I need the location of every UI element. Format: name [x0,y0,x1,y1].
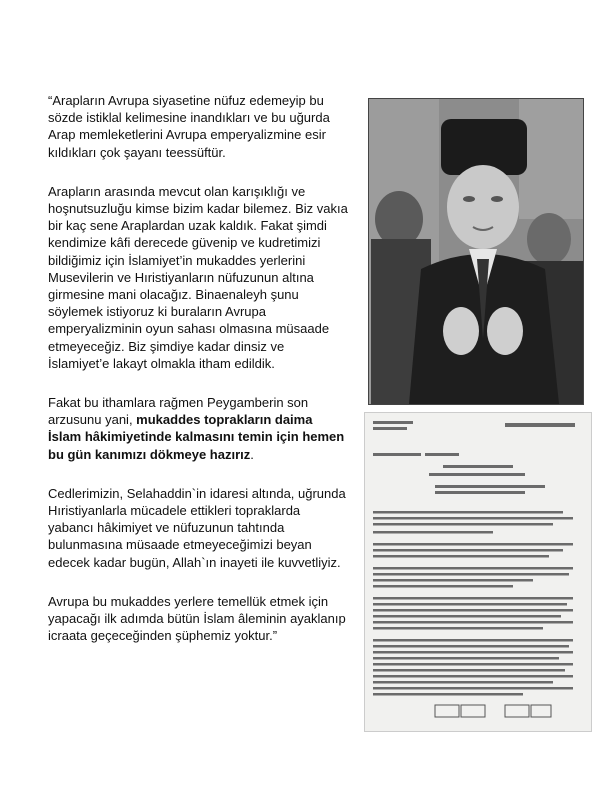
quote-paragraph-3-plain: Fakat bu ithamlara rağmen Peygamberin son arzusunu yani, [48,395,309,428]
historical-photo [368,98,584,405]
quote-paragraph-4: Cedlerimizin, Selahaddin`in idaresi altında, uğrunda Hıristiyanlarla mücadele ettikleri topraklarda yabancı hâkimiyet ve nüfuzunun tahtında bulunmasına müsaade etmeyeceğimizi beyan edecek kadar bugün, Allah`ın inayeti ile kuvvetliyiz. [48,485,346,570]
quote-paragraph-2: Arapların arasında mevcut olan karışıklığı ve hoşnutsuzluğu kimse bizim kadar bilemez. Biz vakıa bir kaç sene Araplardan uzak kaldık. Fakat şimdi kendimize kâfi derecede güvenip ve kudretimizi bildiğimiz için İslamiyet’in mukaddes yerlerini Musevilerin ve Hıristiyanların nüfuzunun altına girmesine mani olacağız. Binaenaleyh şunu söylemek istiyoruz ki buraların Avrupa emperyalizminin oyun sahası olmasına müsaade etmeyeceğiz. Biz şimdiye kadar dinsiz ve İslamiyet’e lakayt olmakla itham edildik. [48,183,348,371]
archival-document-image [364,412,592,732]
quote-paragraph-3 [48,394,348,463]
quote-paragraph-3-bold: mukaddes toprakların daima İslam hâkimiyetinde kalmasını temin için hemen bu gün kanımızı dökmeye hazırız [48,412,345,462]
photo-illustration [369,99,583,404]
quote-text-column [48,92,348,666]
document-illustration [365,413,591,731]
quote-paragraph-1: “Arapların Avrupa siyasetine nüfuz edemeyip bu sözde istiklal kelimesine inandıkları ve bu uğurda Arap memleketlerini Avrupa emperyalizmine esir kıldıkları çok şayanı teessüftür. [48,93,330,160]
quote-paragraph-5: Avrupa bu mukaddes yerlere temellük etmek için yapacağı ilk adımda bütün İslam âleminin ayaklanıp icraata geçeceğinden şüphemiz yoktur.” [48,593,346,644]
quote-paragraph-3-end: . [250,446,254,462]
